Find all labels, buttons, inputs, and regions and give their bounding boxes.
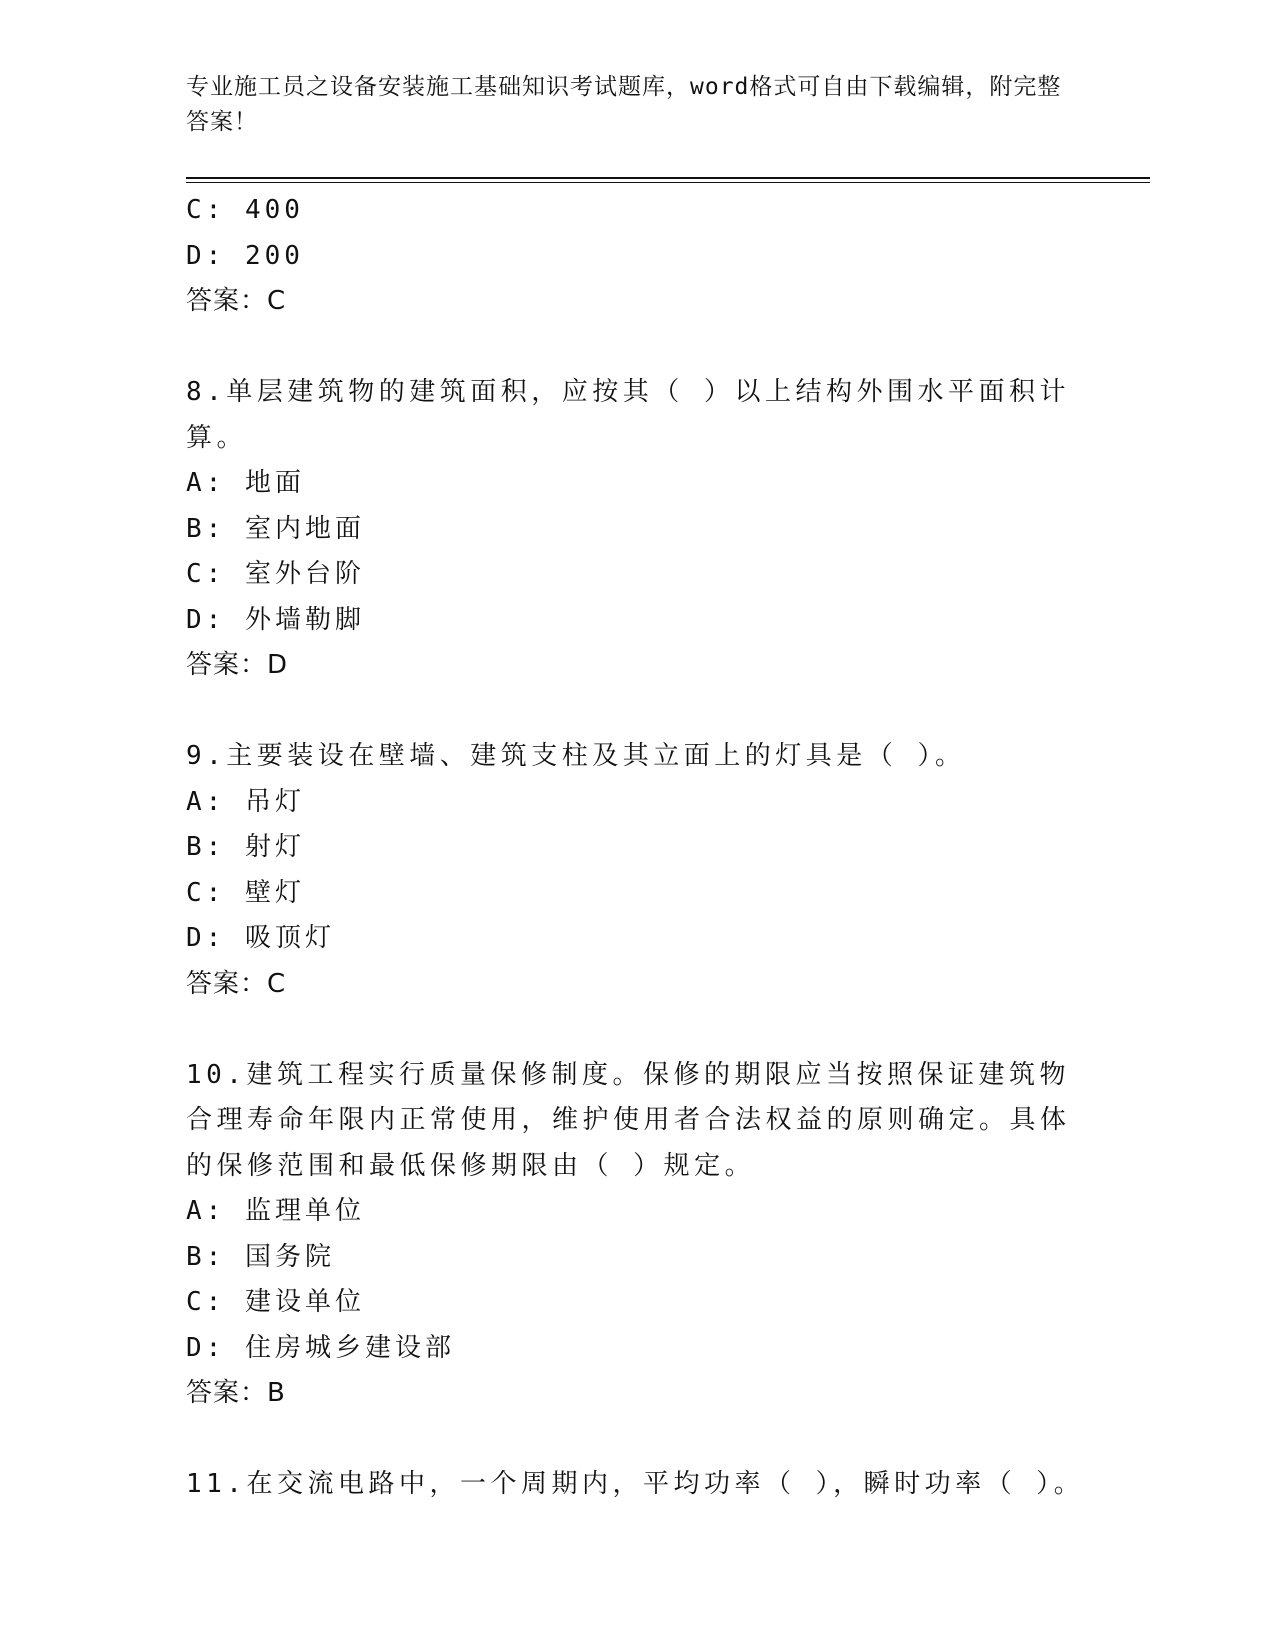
spacer bbox=[186, 1007, 1086, 1053]
answer-line: 答案：C bbox=[186, 286, 287, 316]
spacer bbox=[186, 1417, 1086, 1463]
question-10-option-a: A: 监理单位 bbox=[186, 1196, 365, 1226]
question-9-option-b: B: 射灯 bbox=[186, 832, 305, 862]
spacer bbox=[186, 325, 1086, 371]
question-8-option-a: A: 地面 bbox=[186, 468, 305, 498]
question-8-text: 8.单层建筑物的建筑面积，应按其（ ）以上结构外围水平面积计算。 bbox=[186, 377, 1070, 453]
question-content bbox=[186, 188, 1086, 1508]
question-10-text: 10.建筑工程实行质量保修制度。保修的期限应当按照保证建筑物合理寿命年限内正常使用，维护使用者合法权益的原则确定。具体的保修范围和最低保修期限由（ ）规定。 bbox=[186, 1059, 1071, 1181]
question-8-option-b: B: 室内地面 bbox=[186, 513, 365, 544]
question-9-option-d: D: 吸顶灯 bbox=[186, 923, 335, 953]
question-11-text: 11.在交流电路中，一个周期内，平均功率（ ），瞬时功率（ ）。 bbox=[186, 1469, 1085, 1499]
question-9-text: 9.主要装设在壁墙、建筑支柱及其立面上的灯具是（ ）。 bbox=[186, 741, 966, 771]
option-c: C: 400 bbox=[186, 195, 304, 225]
question-8-answer: 答案：D bbox=[186, 650, 289, 680]
question-9-answer: 答案：C bbox=[186, 968, 287, 999]
question-8-option-c: C: 室外台阶 bbox=[186, 559, 365, 589]
header-divider-thin bbox=[186, 182, 1150, 183]
header-divider-thick bbox=[186, 177, 1150, 179]
document-header: 专业施工员之设备安装施工基础知识考试题库，word格式可自由下载编辑，附完整答案！ bbox=[186, 74, 1062, 135]
question-9-option-c: C: 壁灯 bbox=[186, 877, 305, 908]
question-10-answer: 答案：B bbox=[186, 1378, 286, 1408]
spacer bbox=[186, 689, 1086, 735]
question-10-option-d: D: 住房城乡建设部 bbox=[186, 1332, 455, 1363]
question-9-option-a: A: 吊灯 bbox=[186, 786, 305, 817]
question-8-option-d: D: 外墙勒脚 bbox=[186, 604, 365, 635]
option-d: D: 200 bbox=[186, 240, 304, 271]
question-10-option-b: B: 国务院 bbox=[186, 1241, 335, 1272]
question-10-option-c: C: 建设单位 bbox=[186, 1287, 365, 1317]
